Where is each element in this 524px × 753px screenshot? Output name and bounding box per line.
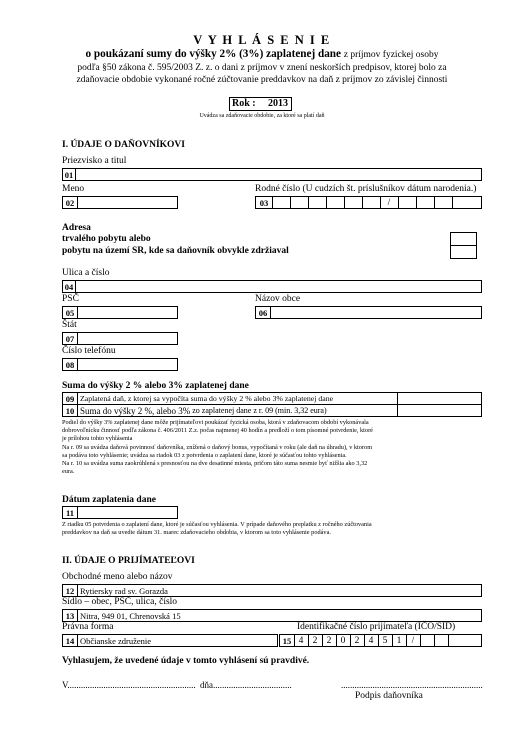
state-label: Štát xyxy=(62,320,77,330)
rc-field[interactable] xyxy=(255,196,482,209)
psc-label: PSČ xyxy=(62,294,79,304)
ico-digit: 2 xyxy=(312,635,318,646)
sum-amount-label-a: Suma do výšky 2 %, alebo 3% xyxy=(80,405,191,416)
business-label: Obchodné meno alebo názov xyxy=(62,572,173,582)
ico-digit xyxy=(434,635,448,646)
legal-form-field[interactable] xyxy=(62,634,278,647)
street-field[interactable] xyxy=(62,280,482,293)
seat-field[interactable] xyxy=(62,609,482,622)
section1-heading: I. ÚDAJE O DAŇOVNÍKOVI xyxy=(62,140,185,150)
field-num-04: 04 xyxy=(63,281,76,292)
year-value: 2013 xyxy=(268,98,288,109)
business-value: Rytiersky rad sv. Gorazda xyxy=(80,585,168,596)
signature-line[interactable]: ............................................................... xyxy=(341,680,483,690)
business-field[interactable] xyxy=(62,584,482,597)
sum-amount-row[interactable] xyxy=(62,404,482,417)
phone-label: Číslo telefónu xyxy=(62,346,116,356)
declaration: Vyhlasujem, že uvedené údaje v tomto vyhlásení sú pravdivé. xyxy=(62,656,310,666)
place-line[interactable]: V......................................................... xyxy=(62,680,196,690)
field-num-12: 12 xyxy=(63,585,78,596)
field-num-09: 09 xyxy=(63,393,78,404)
section2-heading: II. ÚDAJE O PRIJÍMATEĽOVI xyxy=(62,556,195,566)
rc-label: Rodné číslo (U cudzích št. príslušníkov dátum narodenia.) xyxy=(255,184,477,194)
sum-heading: Suma do výšky 2 % alebo 3% zaplatenej dane xyxy=(62,381,249,391)
phone-field[interactable] xyxy=(62,358,178,371)
sum-note-line: Podiel do výšky 3% zaplatenej dane môže prijímateľovi poukázať fyzická osoba, ktorá v zdaňovacom období vykonávala xyxy=(62,419,369,426)
ico-digit: 2 xyxy=(326,635,332,646)
legal-form-label: Právna forma xyxy=(62,622,114,632)
address-title: Adresa xyxy=(62,223,91,233)
subtitle-bold: o poukázaní sumy do výšky 2% (3%) zaplatenej dane xyxy=(85,48,341,60)
town-label: Názov obce xyxy=(255,294,301,304)
ico-digit: 1 xyxy=(396,635,402,646)
address-type-checkbox-2[interactable] xyxy=(450,245,477,259)
subtitle-rest: z príjmov fyzickej osoby xyxy=(343,50,439,60)
field-num-13: 13 xyxy=(63,610,78,621)
field-num-03: 03 xyxy=(256,197,273,208)
field-num-01: 01 xyxy=(63,169,76,180)
name-field[interactable] xyxy=(62,196,178,209)
year-note: Uvádza sa zdaňovacie obdobie, za ktoré sa platí daň xyxy=(199,113,325,119)
date-note-line: Z riadku 05 potvrdenia o zaplatení dane, ktoré je súčasťou vyhlásenia. V prípade daňového preplatku z ročného zúčtovania xyxy=(62,521,372,528)
sum-note-line: dobrovoľnícku činnosť podľa zákona č. 406/2011 Z.z. počas najmenej 40 hodín a predloží o tom písomné potvrdenie, ktoré xyxy=(62,427,373,435)
field-num-11: 11 xyxy=(63,507,78,518)
field-num-07: 07 xyxy=(63,333,78,344)
year-label: Rok : xyxy=(232,98,256,109)
address-line1: trvalého pobytu alebo xyxy=(62,234,151,244)
address-line2: pobytu na území SR, kde sa daňovník obvykle zdržiaval xyxy=(62,246,289,256)
ico-digit: 4 xyxy=(298,635,304,646)
form-title: V Y H L Á S E N I E xyxy=(193,33,331,47)
name-label: Meno xyxy=(62,184,85,194)
form-subtitle xyxy=(0,48,524,60)
rc-slash: / xyxy=(387,197,391,208)
tax-paid-label: Zaplatená daň, z ktorej sa vypočíta suma do výšky 2 % alebo 3% zaplatenej dane xyxy=(80,394,334,403)
field-num-14: 14 xyxy=(63,635,78,646)
field-num-05: 05 xyxy=(63,307,78,318)
sum-note-line: eura. xyxy=(62,468,75,476)
street-label: Ulica a číslo xyxy=(62,268,110,278)
field-num-08: 08 xyxy=(63,359,78,370)
ico-digit: 2 xyxy=(354,635,360,646)
sum-note-line: sa podáva toto vyhlásenie; uvádza sa riadok 03 z potvrdenia o zaplatení dane, ktoré je súčasťou tohto vyhlásenia. xyxy=(62,451,347,459)
field-num-02: 02 xyxy=(63,197,78,208)
town-field[interactable] xyxy=(255,306,482,319)
address-type-checkbox-1[interactable] xyxy=(450,232,477,246)
date-notes xyxy=(62,521,484,537)
psc-field[interactable] xyxy=(62,306,178,319)
field-num-15: 15 xyxy=(280,635,295,646)
ico-label: Identifikačné číslo prijímateľa (IČO/SID) xyxy=(297,622,456,632)
sum-amount-label-b: zo zaplatenej dane z r. 09 (min. 3,32 eura) xyxy=(192,406,327,415)
field-num-10: 10 xyxy=(63,405,78,416)
year-box[interactable] xyxy=(229,97,292,111)
surname-label: Priezvisko a titul xyxy=(62,156,127,166)
ico-digit xyxy=(420,635,434,646)
ico-field[interactable] xyxy=(279,634,482,647)
ico-digit: 5 xyxy=(382,635,388,646)
sum-notes xyxy=(62,419,484,476)
surname-field[interactable] xyxy=(62,168,482,181)
sum-note-line: Na r. 10 sa uvádza suma zaokrúhlená s presnosťou na dve desatinné miesta, pričom táto suma nesmie byť nižšia ako 3,32 xyxy=(62,460,368,468)
sum-note-line: Na r. 09 sa uvádza daňová povinnosť daňovníka, znížená o daňový bonus, vypočítaná v roku (ale daň na úhradu), v ktorom xyxy=(62,443,373,451)
subtitle-line2: podľa §50 zákona č. 595/2003 Z. z. o dani z príjmov v znení neskorších predpisov, ktorej bolo za xyxy=(77,63,447,73)
sum-note-line: je prílohou tohto vyhlásenia xyxy=(62,435,133,443)
date-note-line: preddavkov na daň sa uvedie dátum 31. marec zdaňovacieho obdobia, v ktorom sa toto vyhlásenie podáva. xyxy=(62,529,331,537)
date-line[interactable]: dňa................................... xyxy=(200,680,292,690)
sum-amount-label xyxy=(77,405,327,416)
field-num-06: 06 xyxy=(256,307,271,318)
seat-value: Nitra, 949 01, Chrenovská 15 xyxy=(80,610,181,621)
signature-label: Podpis daňovníka xyxy=(355,691,423,701)
payment-date-field[interactable] xyxy=(62,506,178,519)
subtitle-line3: zdaňovacie obdobie vykonané ročné zúčtovanie preddavkov na daň z príjmov zo závislej činnosti xyxy=(76,75,448,85)
date-heading: Dátum zaplatenia dane xyxy=(62,495,156,505)
ico-digit: 4 xyxy=(368,635,374,646)
ico-digit: 0 xyxy=(340,635,346,646)
state-field[interactable] xyxy=(62,332,178,345)
ico-digit: / xyxy=(411,635,415,646)
legal-form-value: Občianske združenie xyxy=(80,635,152,646)
seat-label: Sídlo – obec, PSČ, ulica, číslo xyxy=(62,597,178,607)
